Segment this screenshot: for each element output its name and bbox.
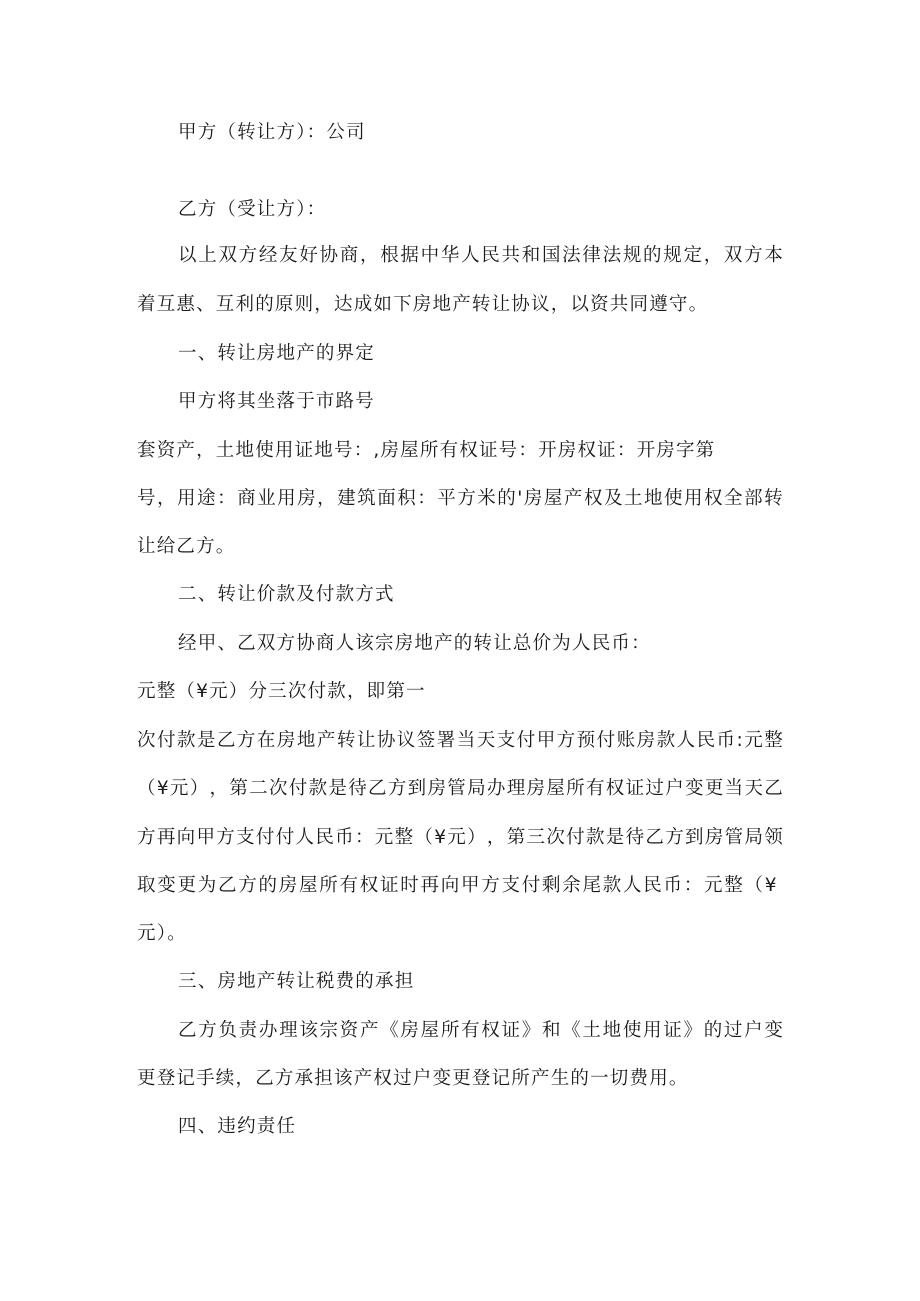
- section-2-line-5: 方 再 向 甲 方 支 付 付 人 民 币 ： 元 整 （ ¥ 元 ） ， 第 三 次 付 款 是 待 乙 方 到 房 管 局 领: [137, 827, 783, 848]
- section-4-heading: 四、违约责任: [178, 1116, 297, 1137]
- section-3-line-2: 更登记手续，乙方承担该产权过户变更登记所产生的一切费用。: [137, 1068, 689, 1089]
- section-2-line-2: 元整（¥元）分三次付款，即第一: [137, 681, 426, 702]
- party-a-line: 甲方（转让方）：公司: [178, 122, 366, 143]
- section-2-line-7: 元）。: [137, 923, 187, 944]
- section-2-line-4: （ ¥ 元 ） ， 第 二 次 付 款 是 待 乙 方 到 房 管 局 办 理 房 屋 所 有 权 证 过 户 变 更 当 天 乙: [137, 778, 783, 799]
- section-1-heading: 一、转让房地产的界定: [178, 343, 376, 364]
- section-2-line-3: 次 付 款 是 乙 方 在 房 地 产 转 让 协 议 签 署 当 天 支 付 甲 方 预 付 账 房 款 人 民 币 : 元 整: [137, 730, 783, 751]
- intro-line-1: 以 上 双 方 经 友 好 协 商 ， 根 据 中 华 人 民 共 和 国 法 律 法 规 的 规 定 ， 双 方 本: [178, 245, 783, 266]
- section-2-line-1: 经甲、乙双方协商人该宗房地产的转让总价为人民币：: [178, 633, 651, 654]
- intro-line-2: 着互惠、互利的原则，达成如下房地产转让协议，以资共同遵守。: [137, 294, 709, 315]
- section-2-line-6: 取 变 更 为 乙 方 的 房 屋 所 有 权 证 时 再 向 甲 方 支 付 剩 余 尾 款 人 民 币 ： 元 整 （ ¥: [137, 875, 777, 896]
- section-2-heading: 二、转让价款及付款方式: [178, 584, 395, 605]
- section-1-line-4: 让给乙方。: [137, 536, 236, 557]
- party-b-line: 乙方（受让方）：: [178, 199, 327, 220]
- section-1-line-2: 套资产，土地使用证地号：,房屋所有权证号：开房权证：开房字第: [137, 440, 716, 461]
- section-3-heading: 三、房地产转让税费的承担: [178, 971, 415, 992]
- section-1-line-3: 号 ， 用 途 ： 商 业 用 房 ， 建 筑 面 积 ： 平 方 米 的 ' 房 屋 产 权 及 土 地 使 用 权 全 部 转: [137, 488, 783, 509]
- section-3-line-1: 乙 方 负 责 办 理 该 宗 资 产 《 房 屋 所 有 权 证 》 和 《 土 地 使 用 证 》 的 过 户 变: [178, 1020, 783, 1041]
- section-1-line-1: 甲方将其坐落于市路号: [178, 391, 376, 412]
